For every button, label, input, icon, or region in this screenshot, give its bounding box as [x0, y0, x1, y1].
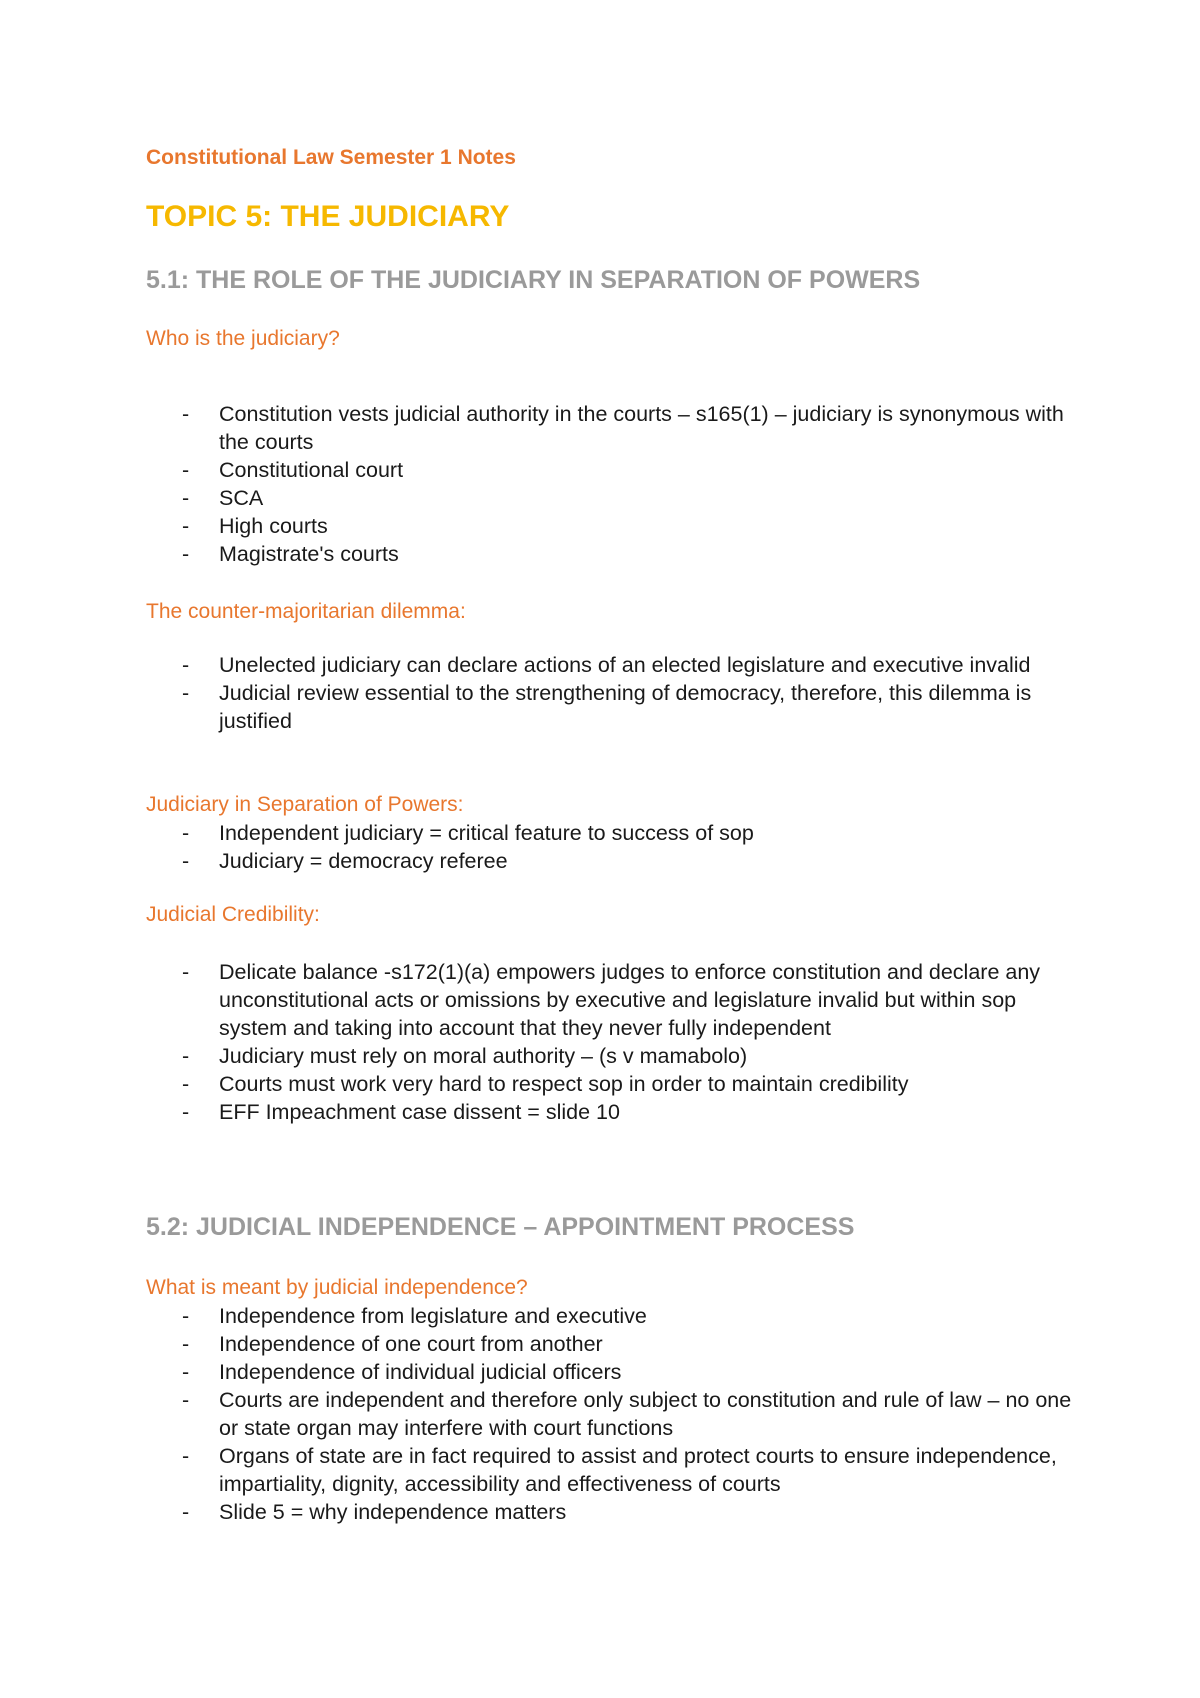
subsection-title: Judicial Credibility: — [146, 903, 320, 926]
bullet-dash: - — [182, 1072, 190, 1096]
list-item-text: EFF Impeachment case dissent = slide 10 — [219, 1100, 620, 1124]
list-item — [146, 1442, 1076, 1498]
list-item-text: Slide 5 = why independence matters — [219, 1500, 567, 1524]
list-item-text: Judiciary = democracy referee — [219, 849, 508, 873]
bullet-list — [146, 958, 1076, 1126]
list-item — [146, 1098, 1076, 1126]
list-item — [146, 679, 1076, 735]
bullet-list-judiciary-sop — [146, 819, 1076, 875]
list-item — [146, 1358, 1076, 1386]
bullet-list-judicial-independence — [146, 1302, 1076, 1526]
bullet-dash: - — [182, 1332, 190, 1356]
list-item — [146, 484, 1076, 512]
subsection-title: Who is the judiciary? — [146, 327, 340, 350]
list-item-text: Constitutional court — [219, 458, 404, 482]
topic-title: TOPIC 5: THE JUDICIARY — [146, 200, 510, 233]
list-item-text: Delicate balance -s172(1)(a) empowers judges to enforce constitution and declare any unconstitutional acts or omissions by executive and legislature invalid but within sop system and taking into account that they never fully independent — [219, 960, 1041, 1040]
subsection-judicial-credibility — [146, 903, 1076, 927]
bullet-dash: - — [182, 849, 190, 873]
bullet-dash: - — [182, 960, 190, 984]
subsection-judiciary-sop — [146, 793, 1076, 817]
bullet-list-who-is-judiciary — [146, 400, 1076, 568]
subsection-judicial-independence — [146, 1276, 1076, 1300]
subsection-title: What is meant by judicial independence? — [146, 1276, 528, 1299]
list-item-text: SCA — [219, 486, 264, 510]
bullet-dash: - — [182, 458, 190, 482]
list-item-text: Independence of individual judicial officers — [219, 1360, 622, 1384]
list-item — [146, 540, 1076, 568]
list-item-text: Courts are independent and therefore only subject to constitution and rule of law – no one or state organ may interfere with court functions — [219, 1388, 1072, 1440]
list-item-text: Magistrate's courts — [219, 542, 399, 566]
list-item-text: Organs of state are in fact required to assist and protect courts to ensure independence, impartiality, dignity, accessibility and effectiveness of courts — [219, 1444, 1057, 1496]
bullet-dash: - — [182, 1500, 190, 1524]
list-item — [146, 456, 1076, 484]
bullet-dash: - — [182, 1388, 190, 1412]
subsection-counter-majoritarian — [146, 600, 1076, 624]
list-item — [146, 1070, 1076, 1098]
bullet-dash: - — [182, 653, 190, 677]
list-item — [146, 819, 1076, 847]
list-item-text: High courts — [219, 514, 328, 538]
list-item — [146, 847, 1076, 875]
bullet-list — [146, 651, 1076, 735]
section-5-2-heading-block — [146, 1213, 1076, 1242]
bullet-dash: - — [182, 1360, 190, 1384]
bullet-dash: - — [182, 1304, 190, 1328]
bullet-list — [146, 400, 1076, 568]
bullet-dash: - — [182, 1044, 190, 1068]
bullet-list — [146, 819, 1076, 875]
bullet-dash: - — [182, 486, 190, 510]
list-item — [146, 1386, 1076, 1442]
list-item — [146, 1042, 1076, 1070]
list-item — [146, 958, 1076, 1042]
list-item — [146, 1330, 1076, 1358]
bullet-dash: - — [182, 1100, 190, 1124]
section-5-1-heading-block — [146, 266, 1076, 295]
section-heading: 5.2: JUDICIAL INDEPENDENCE – APPOINTMENT PROCESS — [146, 1213, 855, 1241]
bullet-dash: - — [182, 514, 190, 538]
list-item — [146, 651, 1076, 679]
bullet-list-counter-majoritarian — [146, 651, 1076, 735]
list-item-text: Constitution vests judicial authority in the courts – s165(1) – judiciary is synonymous with the courts — [219, 402, 1064, 454]
list-item-text: Judiciary must rely on moral authority – (s v mamabolo) — [219, 1044, 748, 1068]
document-header: Constitutional Law Semester 1 Notes — [146, 146, 516, 169]
subsection-title: Judiciary in Separation of Powers: — [146, 793, 464, 816]
list-item — [146, 512, 1076, 540]
list-item-text: Judicial review essential to the strengthening of democracy, therefore, this dilemma is justified — [219, 681, 1032, 733]
list-item — [146, 400, 1076, 456]
bullet-dash: - — [182, 681, 190, 705]
subsection-title: The counter-majoritarian dilemma: — [146, 600, 466, 623]
list-item-text: Unelected judiciary can declare actions of an elected legislature and executive invalid — [219, 653, 1031, 677]
bullet-list-judicial-credibility — [146, 958, 1076, 1126]
bullet-dash: - — [182, 402, 190, 426]
section-heading: 5.1: THE ROLE OF THE JUDICIARY IN SEPARATION OF POWERS — [146, 266, 921, 294]
bullet-dash: - — [182, 1444, 190, 1468]
list-item-text: Independent judiciary = critical feature to success of sop — [219, 821, 754, 845]
list-item — [146, 1498, 1076, 1526]
list-item-text: Independence of one court from another — [219, 1332, 603, 1356]
bullet-dash: - — [182, 821, 190, 845]
list-item-text: Courts must work very hard to respect sop in order to maintain credibility — [219, 1072, 909, 1096]
bullet-dash: - — [182, 542, 190, 566]
list-item — [146, 1302, 1076, 1330]
list-item-text: Independence from legislature and executive — [219, 1304, 647, 1328]
subsection-who-is-judiciary — [146, 327, 1076, 351]
bullet-list — [146, 1302, 1076, 1526]
